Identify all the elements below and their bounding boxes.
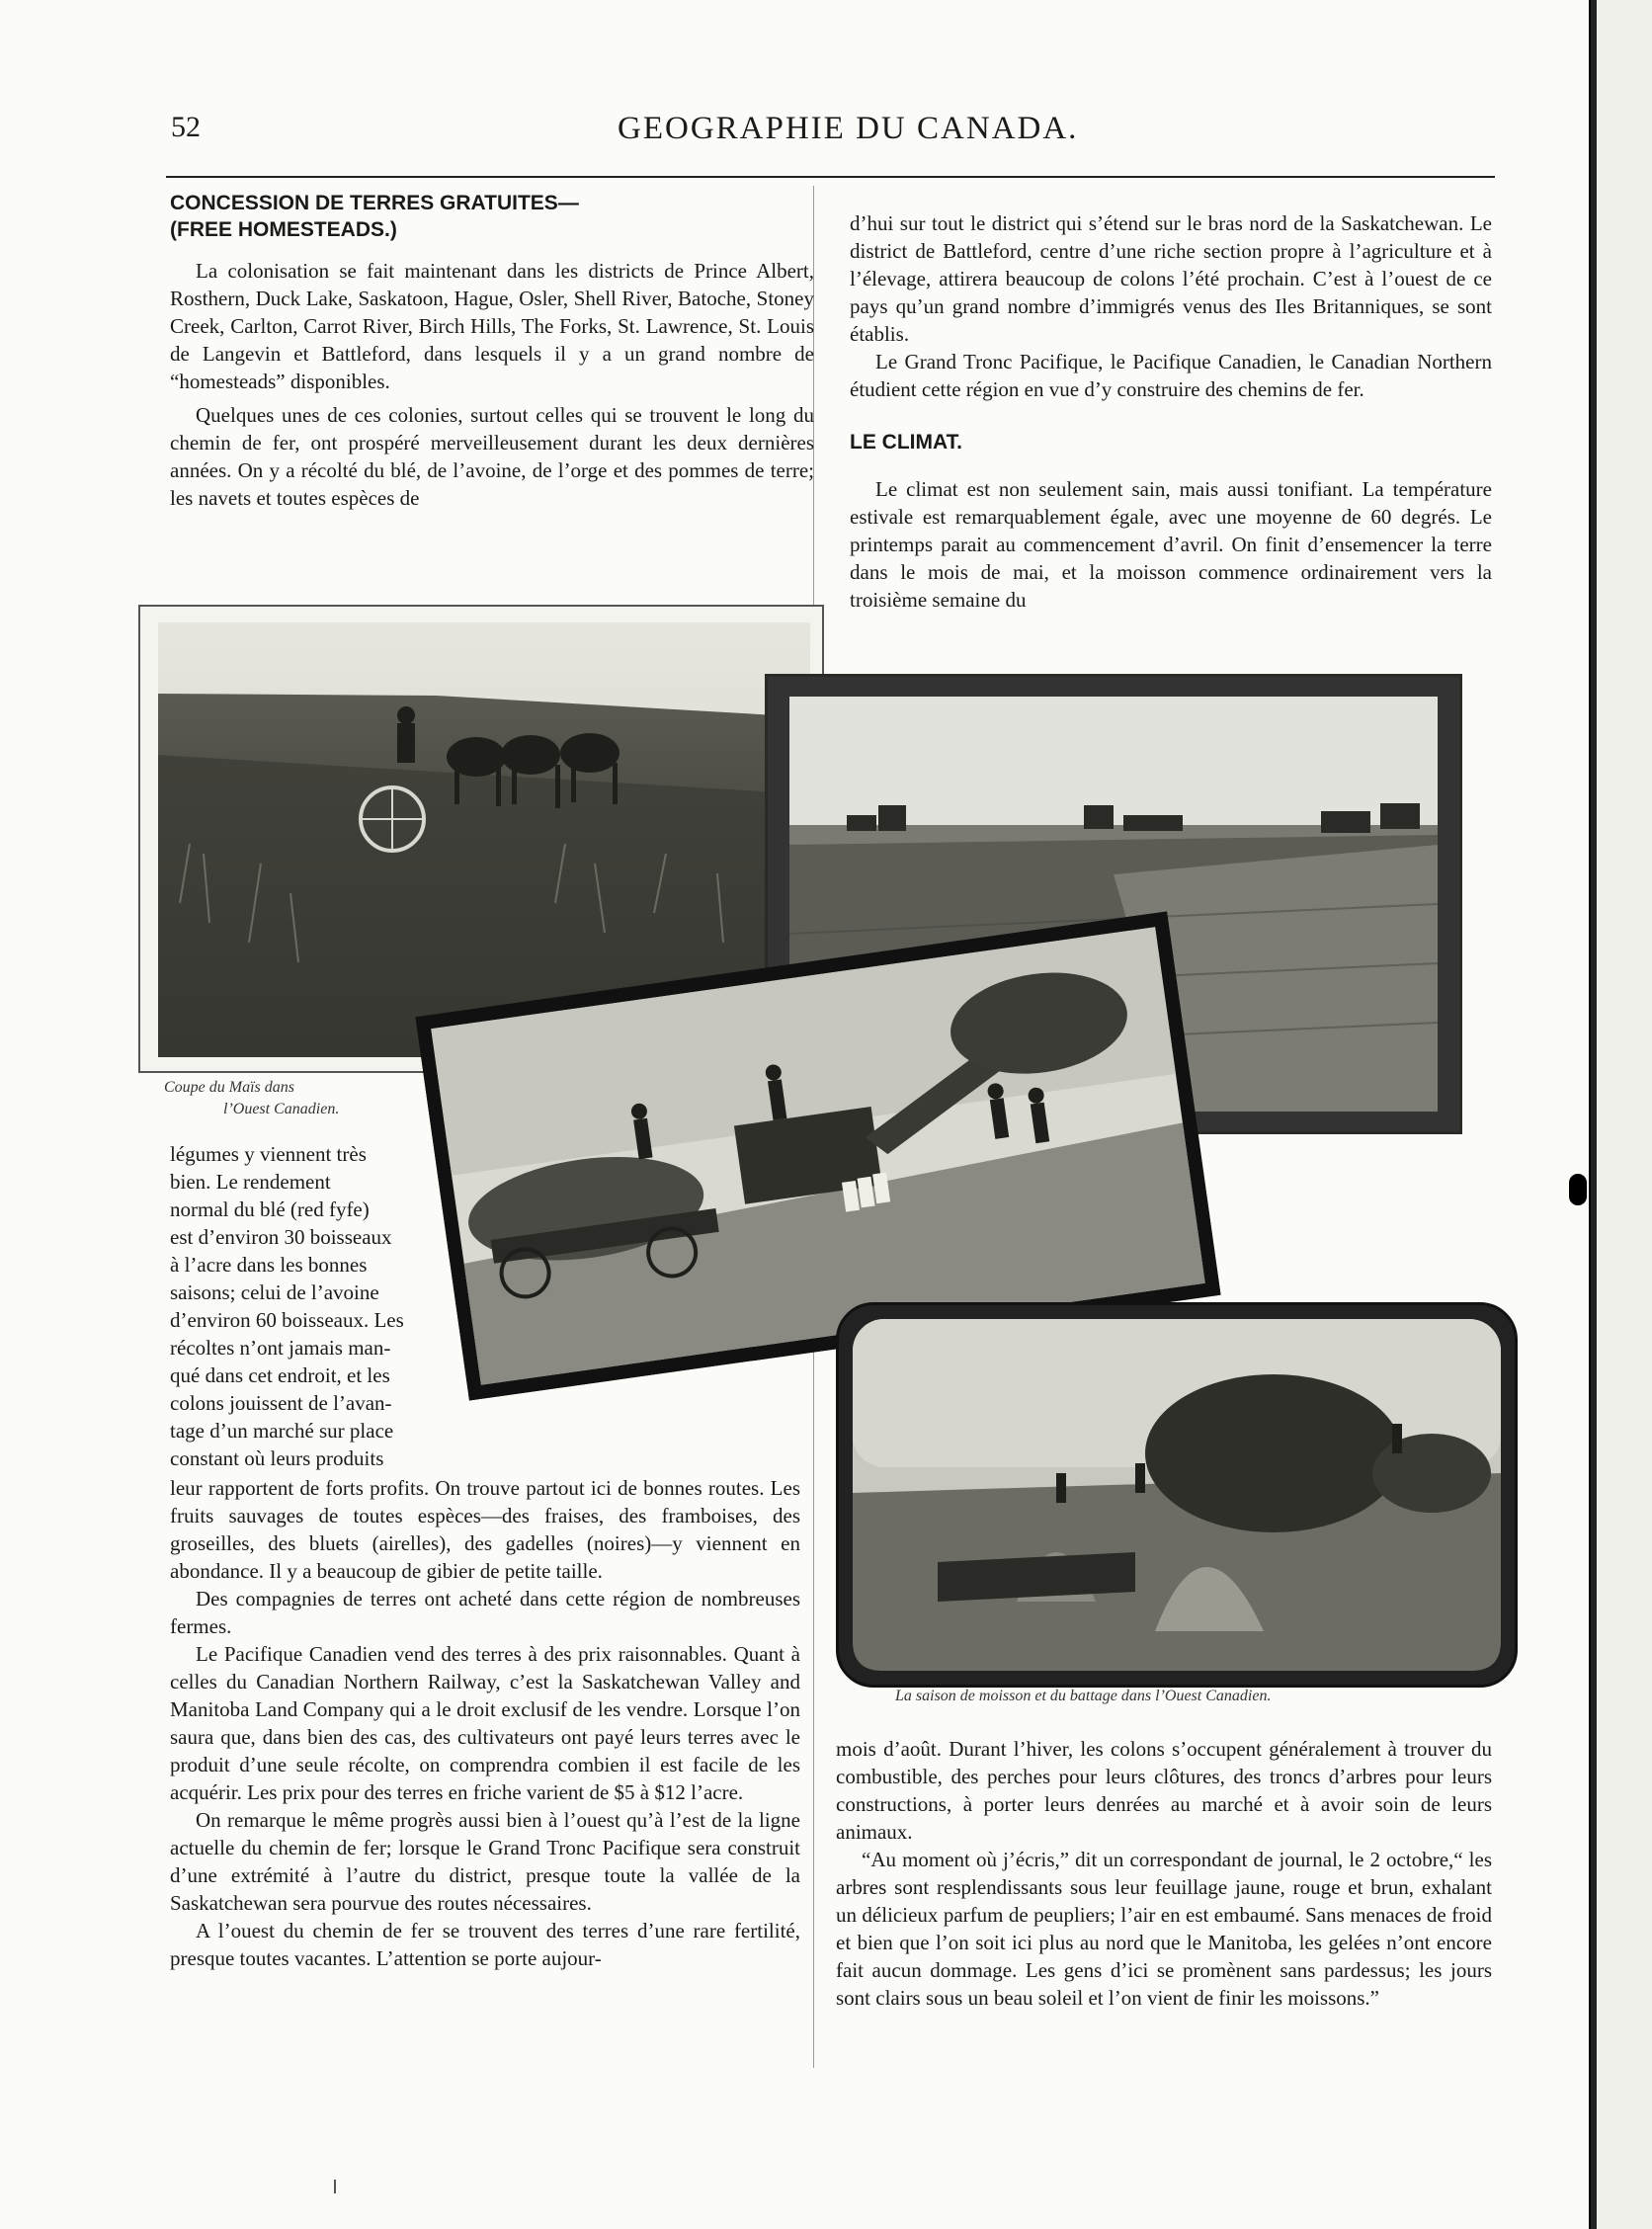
right-column-bottom: [836, 1735, 1492, 2012]
caption-corn: [164, 1077, 421, 1120]
paragraph: Le climat est non seulement sain, mais aussi tonifiant. La température estivale est remarquablement égale, avec une moyenne de 60 degrés. Le printemps parait au commencement d’avril. On finit d’ensemencer la terre dans le mois de mai, et la moisson commence ordinairement vers la troisième semaine du: [850, 477, 1492, 612]
page-gutter: [1591, 0, 1652, 2229]
haystack-harvest-image: [839, 1305, 1515, 1685]
text-line: qué dans cet endroit, et les: [170, 1363, 390, 1387]
left-column-bottom: [170, 1474, 800, 1972]
caption-corn-line1: Coupe du Maïs dans: [164, 1079, 294, 1096]
text-line: bien. Le rendement: [170, 1170, 331, 1194]
section-heading-climat: LE CLIMAT.: [850, 431, 962, 454]
paragraph: mois d’août. Durant l’hiver, les colons s’occupent généralement à trouver du combustible, des perches pour leurs clôtures, des troncs d’arbres pour leurs constructions, à porter leurs denrées au marché et à avoir soin de leurs animaux.: [836, 1737, 1492, 1844]
left-column-top: [170, 190, 814, 512]
paragraph: leur rapportent de forts profits. On trouve partout ici de bonnes routes. Les fruits sauvages de toutes espèces—des fraises, des framboises, des groseilles, des bluets (airelles), des gadelles (noires)—y viennent en abondance. Il y a beaucoup de gibier de petite taille.: [170, 1476, 800, 1583]
paragraph: Le Pacifique Canadien vend des terres à des prix raisonnables. Quant à celles du Canadian Northern Railway, c’est la Saskatchewan Valley and Manitoba Land Company qui a le droit exclusif de les vendre. Lorsque l’on saura que, dans bien des cas, des cultivateurs ont payé leurs terres avec le produit d’une seule récolte, on comprendra combien il est facile de les acquérir. Les prix pour des terres en friche varient de $5 à $12 l’acre.: [170, 1642, 800, 1804]
photo-haystacks-frame: [836, 1302, 1518, 1688]
text-line: tage d’un marché sur place: [170, 1419, 394, 1443]
page-number: 52: [171, 111, 201, 143]
binding-hole: [1569, 1174, 1587, 1205]
paragraph: Quelques unes de ces colonies, surtout celles qui se trouvent le long du chemin de fer, ont prospéré merveilleusement durant les deux dernières années. On y a récolté du blé, de l’avoine, de l’orge et des pommes de terre; les navets et toutes espèces de: [170, 403, 814, 510]
caption-corn-line2: l’Ouest Canadien.: [223, 1101, 340, 1117]
text-line: est d’environ 30 boisseaux: [170, 1225, 392, 1249]
text-line: constant où leurs produits: [170, 1446, 384, 1470]
paragraph: On remarque le même progrès aussi bien à l’ouest qu’à l’est de la ligne actuelle du chemin de fer; lorsque le Grand Tronc Pacifique sera construit d’une extrémité à l’autre du district, presque toute la vallée de la Saskatchewan sera pourvue des routes nécessaires.: [170, 1808, 800, 1915]
text-line: colons jouissent de l’avan-: [170, 1391, 392, 1415]
paragraph: “Au moment où j’écris,” dit un correspondant de journal, le 2 octobre,“ les arbres sont resplendissants sous leur feuillage jaune, rouge et brun, exhalant un délicieux parfum de peupliers; l’air en est embaumé. Sans menaces de froid et bien que l’on soit ici plus au nord que le Manitoba, les gelées n’ont encore fait aucun dommage. Les gens d’ici se promènent sans pardessus; les jours sont clairs sous un beau soleil et l’on vient de finir les moissons.”: [836, 1848, 1492, 2010]
text-line: à l’acre dans les bonnes: [170, 1253, 368, 1277]
header-rule: [166, 176, 1495, 178]
text-line: saisons; celui de l’avoine: [170, 1280, 379, 1304]
running-title: GEOGRAPHIE DU CANADA.: [618, 111, 1079, 146]
text-line: normal du blé (red fyfe): [170, 1197, 370, 1221]
text-line: légumes y viennent très: [170, 1142, 367, 1166]
paragraph: Des compagnies de terres ont acheté dans cette région de nombreuses fermes.: [170, 1587, 800, 1638]
paragraph: Le Grand Tronc Pacifique, le Pacifique Canadien, le Canadian Northern étudient cette région en vue d’y construire des chemins de fer.: [850, 350, 1492, 401]
text-line: récoltes n’ont jamais man-: [170, 1336, 391, 1360]
caption-harvest: La saison de moisson et du battage dans l’Ouest Canadien.: [895, 1688, 1272, 1704]
scan-mark: [334, 2180, 336, 2193]
section-heading-homesteads: CONCESSION DE TERRES GRATUITES—: [170, 192, 579, 214]
paragraph: d’hui sur tout le district qui s’étend sur le bras nord de la Saskatchewan. Le district de Battleford, centre d’une riche section propre à l’agriculture et à l’élevage, attirera beaucoup de colons l’été prochain. C’est à l’ouest de ce pays qu’un grand nombre d’immigrés venus des Iles Britanniques, se sont établis.: [850, 211, 1492, 346]
paragraph: La colonisation se fait maintenant dans les districts de Prince Albert, Rosthern, Duck Lake, Saskatoon, Hague, Osler, Shell River, Batoche, Stoney Creek, Carlton, Carrot River, Birch Hills, The Forks, St. Lawrence, St. Louis de Langevin et Battleford, dans lesquels il y a un grand nombre de “homesteads” disponibles.: [170, 259, 814, 393]
paragraph: A l’ouest du chemin de fer se trouvent des terres d’une rare fertilité, presque toutes vacantes. L’attention se porte aujour-: [170, 1919, 800, 1970]
right-column-top: [850, 209, 1492, 614]
text-line: d’environ 60 boisseaux. Les: [170, 1308, 404, 1332]
left-narrow-column: [170, 1140, 405, 1472]
section-heading-homesteads-sub: (FREE HOMESTEADS.): [170, 218, 397, 241]
